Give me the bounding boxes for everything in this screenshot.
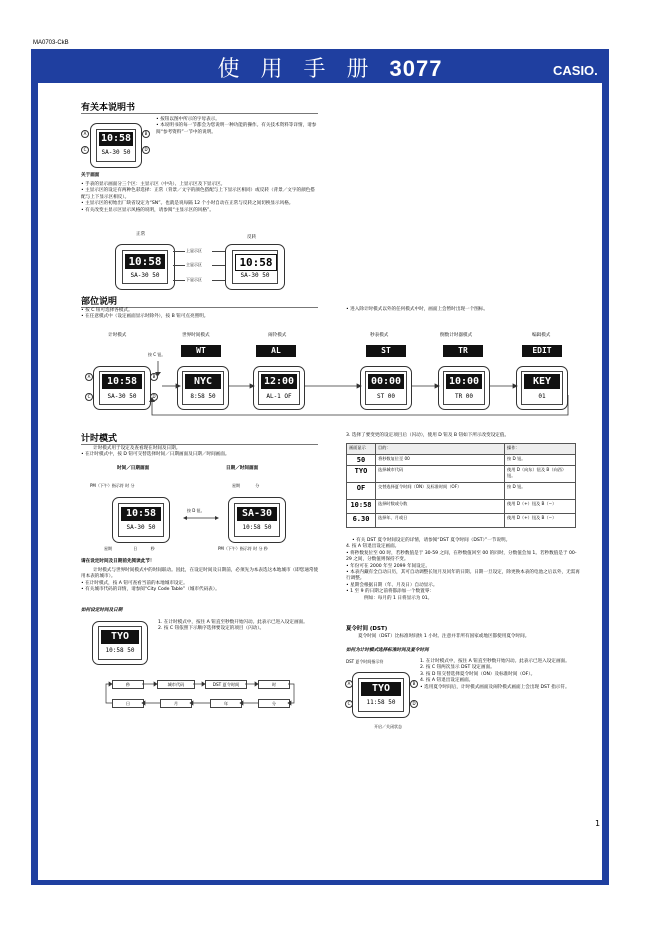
setting-steps: 1. 在计时模式中，按住 A 钮直至秒数开始闪动。此表示已进入设定画面。 2. 按 C 钮依照下示顺序选择要设定的项目（闪动）。 [158,620,308,632]
left-callouts: PM（下午）指示符 时 分 [90,483,135,488]
stopwatch-icon: ST [366,345,406,357]
dst-heading: 夏令时间 (DST) [346,626,388,632]
table-cell: 将秒数复位至 00 [376,455,505,466]
setting-flow-arrows [100,675,300,715]
mode-main-display: 00:00 [368,374,404,389]
dst-subheading: 如何为计时模式选择标准时间及夏令时间 [346,648,429,653]
table-header: 操作： [505,444,576,455]
table-cell: TYO [347,466,376,483]
table-row [347,455,576,466]
dst-text: 夏令时间（DST）比标准时间快 1 小时。注意并非所有国家或地区都使用夏令时间。 [358,634,530,639]
alarm-icon: AL [256,345,296,357]
button-b-label: B [142,130,150,138]
mode-main-display: 10:58 [102,374,142,389]
table-cell: 交替选择夏令时间（ON）及标准时间（OF） [376,483,505,500]
bottom-left-callouts: 星期 日 秒 [104,546,155,551]
mode-label-timekeeping: 计时模式 [108,333,127,338]
time-lower-display: 10:58 50 [242,524,272,531]
flow-step: 秒 [112,680,144,689]
mode-lower-display: 8:58 50 [190,393,216,400]
button-c-label: C [81,146,89,154]
setting-heading: 如何设定时间及日期 [81,608,123,613]
date-main-display: SA-30 [237,507,277,521]
step-notes: • 有关 DST 夏令时间设定的详情，请参阅“DST 夏令时间（DST）”一节说明。 4. 按 A 钮退出设定画面。 • 将秒数复位至 00 时，若秒数值是于 30-59 之间，在秒数值回至 00 的同时，分数值会加 1。若秒数值是于 00-29 之间，分数值则保持不变。 • 年份可在 2000 年至 2099 年间设定。 • 本表内藏有全自动日历，其可自动调整长短月及闰年的日期。日期一旦设定，除更换本表的电池之后以外，无需再行调整。 • 星期会根据日期（年、月及日）自动显示。 • 1 至 9 的日期之前将都添加一个数置零： 例如：每月的 1 日将显示为 01。 [346,538,580,601]
mode-label-world-time: 世界时间模式 [182,333,210,338]
parts-right-bullet: • 进入除计时模式以外的任何模式中时，画面上会暂时出现一个图标。 [346,307,488,312]
button-a-label: A [81,130,89,138]
dst-steps: 1. 在计时模式中，按住 A 钮直至秒数开始闪动。此表示已进入设定画面。 2. 按 C 钮两次显示 DST 设定画面。 3. 按 D 钮交替选择夏令时间（ON）及标准时间（OF）。 4. 按 A 钮退出设定画面。 • 选用夏令时间后，计时模式画面及闹铃模式画面上会出现 DST 指示符。 [420,659,570,690]
date-time-screen-label: 日期／时间画面 [226,466,259,471]
button-b-label: B [410,680,418,688]
table-cell: 选择年、月或日 [376,514,505,528]
mode-lower-display: TR 00 [454,393,474,400]
mode-lower-display: ST 00 [376,393,396,400]
reverse-main-display: 10:58 [235,254,277,271]
sample-watch [90,123,142,168]
upper-zone-label: 上显示区 [186,248,202,253]
table-cell: 选择城市代码 [376,466,505,483]
flow-step: 分 [258,699,290,708]
step-3-text: 3. 选择了要变更的设定项目后（闪动），使用 D 钮及 B 钮如下所示改变设定值。 [346,433,510,438]
about-heading: 有关本说明书 [81,100,318,114]
time-date-watch [112,497,170,543]
normal-watch [115,244,175,290]
date-lower-display: SA-30 50 [126,524,156,531]
parts-heading: 部位说明 [81,294,318,308]
world-time-icon: WT [181,345,221,357]
button-d-label: D [410,700,418,708]
display-bullets: • 手表的显示画面分三个区：主显示区（中央）、上显示区及下显示区。 • 主显示区的设定有两种色彩选择：正常（背景／文字的颜色搭配与上下显示区相同）或反转（背景／文字的颜色搭配与上下显示区相反）。 • 主显示区的初始出厂缺省设定为“SN”。也就是说每隔 12 个小时自动在正常与反转之间切换显示风格。 • 有关改变主显示区显示风格的说明，请参阅“主显示区的风格”。 [81,182,315,213]
about-bullets: • 按钮以图中所示的字母表示。 • 本说明书的每一节都会为您说明一种功能的操作。有关技术资料等详情，请参阅“参考资料”一节中的说明。 [156,117,317,135]
page-number: 1 [595,819,601,828]
zone-leader [212,251,226,252]
lower-zone-label: 下显示区 [186,277,202,282]
on-off-callout: 开启／关闭状态 [374,724,402,729]
timekeeping-heading: 计时模式 [81,431,318,445]
switch-arrow [182,514,222,522]
button-a-label: A [85,373,93,381]
setting-main-display: TYO [101,630,139,644]
table-cell: 6.30 [347,514,376,528]
zone-leader [212,265,226,266]
zone-leader [173,251,185,252]
dst-lower-display: 11:58 50 [366,699,396,706]
mode-lower-display: AL-1 OF [266,393,292,400]
zone-leader [173,265,185,266]
watch-main-display: 10:58 [100,133,132,144]
zone-leader [212,280,226,281]
normal-lower-display: SA-30 50 [130,272,160,279]
flow-step: 年 [210,699,242,708]
table-row [347,500,576,514]
mode-main-display: KEY [524,374,560,389]
flow-step: DST 夏令时间 [205,680,247,689]
timekeeping-intro: 计时模式用于设定及查看现在时间及日期。 • 在计时模式中，按 D 钮可交替选择时间／日期画面及日期／时间画面。 [81,446,230,458]
time-main-display: 10:58 [121,507,161,521]
flow-step: 日 [112,699,144,708]
dst-indicator-callout: DST 夏令时间指示符 [346,659,384,664]
display-heading: 关于画面 [81,173,100,178]
mode-label-edit: 编辑模式 [532,333,551,338]
press-c-note: 按 C 钮。 [148,352,166,357]
mode-label-alarm: 闹铃模式 [268,333,287,338]
casio-logo: CASIO. [553,63,598,78]
table-cell: 按 D 钮。 [505,455,576,466]
table-row [347,514,576,528]
mode-main-display: NYC [185,374,221,389]
button-b-label: B [150,373,158,381]
table-cell: 使用 D（+）钮及 B（−） [505,514,576,528]
table-cell: 使用 D（向东）钮及 B（向西）钮。 [505,466,576,483]
mode-cycle-arrows [140,355,580,425]
flow-step: 月 [160,699,192,708]
table-cell: 10:58 [347,500,376,514]
edit-icon: EDIT [522,345,562,357]
time-date-screen-label: 时间／日期画面 [117,466,150,471]
table-cell: 选择时数或分数 [376,500,505,514]
table-header: 目的： [376,444,505,455]
timer-icon: TR [443,345,483,357]
reverse-lower-display: SA-30 50 [240,272,270,279]
normal-label: 正常 [136,232,146,237]
mode-main-display: 12:00 [261,374,297,389]
warning-heading: 请在设定时间及日期前先阅读此节！ [81,559,155,564]
setting-watch [92,621,148,665]
normal-main-display: 10:58 [125,254,165,269]
main-zone-label: 主显示区 [186,262,202,267]
reverse-watch [225,244,285,290]
table-cell: 50 [347,455,376,466]
table-header: 画面显示 [347,444,376,455]
settings-table [346,443,576,528]
table-cell: 使用 D（+）钮及 B（−） [505,500,576,514]
flow-step: 城市代码 [157,680,195,689]
reverse-label: 反转 [247,235,257,240]
bottom-right-callouts: PM（下午）指示符 时 分 秒 [218,546,268,551]
warning-text: 计时模式与世界时间模式中的时间联动。因此，在设定时间及日期前，必须先为本表选这本地城市（即您通常使用本表的城市）。 • 在计时模式，按 A 钮可查看当前的本地城市设定。 • 有关城市代码的详情，请参阅“City Code Table”（城市代码表）。 [81,568,319,593]
press-d-note: 按 D 钮。 [187,508,205,513]
mode-lower-display: 01 [538,393,546,400]
parts-bullets: • 按 C 钮可选择各模式。 • 在任意模式中（设定画面显示时除外），按 B 钮可点亮照明。 [81,308,209,320]
table-cell: OF [347,483,376,500]
mode-main-display: 10:00 [446,374,482,389]
watch-lower-display: SA-30 50 [101,149,131,156]
zone-leader [173,280,185,281]
document-code: MA0703-CkB [33,40,69,46]
table-header-row [347,444,576,455]
button-c-label: C [345,700,353,708]
table-cell: 按 D 钮。 [505,483,576,500]
dst-watch [352,672,410,718]
mode-label-stopwatch: 秒表模式 [370,333,389,338]
button-d-label: D [142,146,150,154]
table-row [347,483,576,500]
button-d-label: D [150,393,158,401]
flow-step: 时 [258,680,290,689]
button-c-label: C [85,393,93,401]
mode-lower-display: SA-30 50 [107,393,137,400]
mode-label-timer: 倒数计时器模式 [440,333,473,338]
dst-main-display: TYO [361,682,401,696]
page-title: 使 用 手 册 3077 [217,56,443,82]
right-callouts: 星期 分 [232,483,260,488]
table-row [347,466,576,483]
button-a-label: A [345,680,353,688]
setting-lower-display: 10:58 50 [105,647,135,654]
date-time-watch [228,497,286,543]
